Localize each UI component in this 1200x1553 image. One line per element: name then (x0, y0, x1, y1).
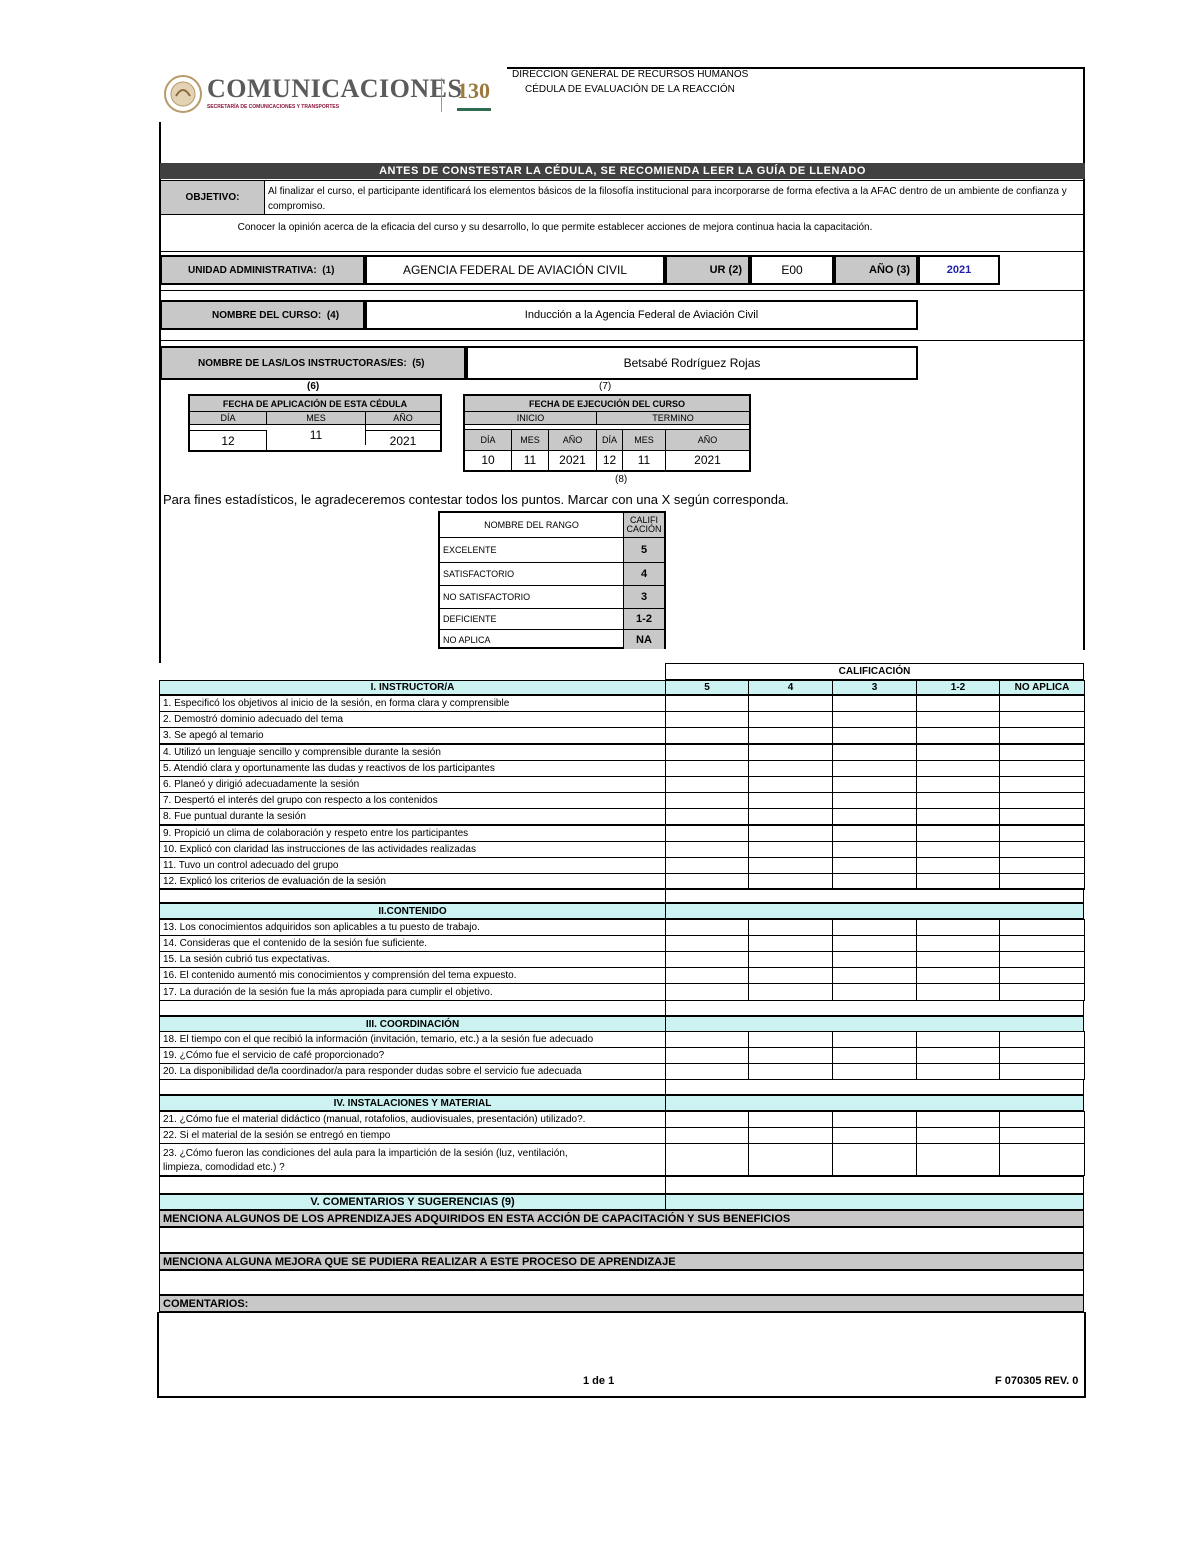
mexico-seal-icon (163, 72, 203, 116)
rating-cell[interactable] (916, 744, 1000, 761)
instructor-section-title: I. INSTRUCTOR/A (159, 680, 666, 695)
rating-cell[interactable] (748, 1047, 833, 1064)
rango-name: NO APLICA (440, 630, 624, 649)
purpose-text: Conocer la opinión acerca de la eficacia del curso y su desarrollo, lo que permite establecer acciones de mejora continua hacia la capacitación. (237, 222, 873, 233)
fecha-aplicacion-num: (6) (307, 381, 320, 392)
rating-cell[interactable] (999, 1047, 1085, 1064)
rating-cell[interactable] (748, 1063, 833, 1080)
rating-cell[interactable] (999, 695, 1085, 712)
ter-mes-label: MES (623, 429, 666, 451)
question-line: 23. ¿Cómo fueron las condiciones del aula para la impartición de la sesión (luz, ventilación, (163, 1148, 568, 1159)
rating-cell[interactable] (832, 857, 917, 874)
curso-value[interactable]: Inducción a la Agencia Federal de Aviación Civil (365, 300, 918, 330)
rating-cell[interactable] (916, 967, 1000, 984)
rating-cell[interactable] (999, 1063, 1085, 1080)
question-mejora: MENCIONA ALGUNA MEJORA QUE SE PUDIERA REALIZAR A ESTE PROCESO DE APRENDIZAJE (159, 1253, 1084, 1270)
spacer-row (665, 1176, 1084, 1194)
ini-anio-value[interactable]: 2021 (549, 450, 597, 470)
rating-cell[interactable] (665, 1047, 749, 1064)
rating-cell[interactable] (665, 967, 749, 984)
rating-cell[interactable] (748, 1127, 833, 1144)
rango-value: NA (624, 630, 664, 649)
rating-cell[interactable] (748, 825, 833, 842)
rating-cell[interactable] (916, 857, 1000, 874)
rating-cell[interactable] (665, 919, 749, 936)
question-row: 19. ¿Cómo fue el servicio de café proporcionado? (159, 1047, 666, 1064)
rating-cell[interactable] (832, 808, 917, 825)
spacer-row (159, 1176, 666, 1194)
rating-cell[interactable] (916, 951, 1000, 968)
rating-cell[interactable] (916, 825, 1000, 842)
rating-cell[interactable] (665, 744, 749, 761)
question-row: 22. Si el material de la sesión se entregó en tiempo (159, 1127, 666, 1144)
objetivo-text: Al finalizar el curso, el participante identificará los elementos básicos de la filosofía institucional para incorporarse de forma efectiva a la AFAC dentro de un ambiente de confianza y compromiso. (264, 180, 1085, 215)
anniversary-badge: 130 (457, 78, 490, 103)
rating-cell[interactable] (665, 727, 749, 744)
rating-cell[interactable] (832, 1127, 917, 1144)
rango-value: 1-2 (624, 609, 664, 630)
rating-cell[interactable] (999, 760, 1085, 777)
rating-cell[interactable] (999, 1127, 1085, 1144)
rating-cell[interactable] (832, 951, 917, 968)
rating-cell[interactable] (999, 951, 1085, 968)
instructor-value[interactable]: Betsabé Rodríguez Rojas (466, 346, 918, 380)
question-row: 6. Planeó y dirigió adecuadamente la sesión (159, 776, 666, 793)
rating-cell[interactable] (665, 857, 749, 874)
rating-cell[interactable] (748, 857, 833, 874)
instructor-label: NOMBRE DE LAS/LOS INSTRUCTORAS/ES: (5) (160, 346, 466, 380)
rating-cell[interactable] (832, 727, 917, 744)
rating-cell[interactable] (999, 711, 1085, 728)
fecha-ejecucion-table (463, 394, 751, 472)
anio-label: AÑO (3) (834, 255, 918, 285)
rango-name: EXCELENTE (440, 538, 624, 563)
termino-label: TERMINO (597, 412, 749, 425)
question-row: 17. La duración de la sesión fue la más apropiada para cumplir el objetivo. (159, 983, 666, 1001)
rating-cell[interactable] (916, 760, 1000, 777)
unidad-value[interactable]: AGENCIA FEDERAL DE AVIACIÓN CIVIL (365, 255, 665, 285)
ter-anio-label: AÑO (666, 429, 749, 451)
rating-cell[interactable] (832, 935, 917, 952)
rating-cell[interactable] (665, 951, 749, 968)
rating-cell[interactable] (665, 1143, 749, 1176)
rating-cell[interactable] (748, 760, 833, 777)
contenido-section-title-right (665, 903, 1084, 919)
rating-cell[interactable] (748, 935, 833, 952)
rating-cell[interactable] (665, 776, 749, 793)
rating-cell[interactable] (916, 1111, 1000, 1128)
ter-dia-value[interactable]: 12 (597, 450, 623, 470)
rating-cell[interactable] (999, 1143, 1085, 1176)
question-row: 1. Especificó los objetivos al inicio de la sesión, en forma clara y comprensible (159, 695, 666, 712)
rating-cell[interactable] (665, 841, 749, 858)
question-row: 21. ¿Cómo fue el material didáctico (manual, rotafolios, audiovisuales, presentación) utilizado?. (159, 1111, 666, 1128)
rating-cell[interactable] (916, 1063, 1000, 1080)
rating-cell[interactable] (665, 983, 749, 1001)
rating-cell[interactable] (916, 711, 1000, 728)
ur-label: UR (2) (665, 255, 750, 285)
rating-cell[interactable] (999, 727, 1085, 744)
question-row: 13. Los conocimientos adquiridos son aplicables a tu puesto de trabajo. (159, 919, 666, 936)
calificacion-col-header: 5 (665, 680, 749, 695)
rating-cell[interactable] (748, 983, 833, 1001)
rating-cell[interactable] (748, 727, 833, 744)
rating-cell[interactable] (999, 744, 1085, 761)
rango-name-header: NOMBRE DEL RANGO (440, 513, 624, 538)
rating-cell[interactable] (999, 983, 1085, 1001)
rating-cell[interactable] (748, 776, 833, 793)
rating-cell[interactable] (832, 760, 917, 777)
coordinacion-section-title-right (665, 1016, 1084, 1032)
rango-name: SATISFACTORIO (440, 563, 624, 586)
rating-cell[interactable] (748, 919, 833, 936)
spacer-row (159, 1000, 666, 1016)
rating-cell[interactable] (999, 1111, 1085, 1128)
answer-aprendizajes[interactable] (159, 1227, 1084, 1253)
rating-cell[interactable] (999, 776, 1085, 793)
rating-cell[interactable] (832, 1063, 917, 1080)
rating-cell[interactable] (832, 919, 917, 936)
curso-label: NOMBRE DEL CURSO: (4) (160, 300, 365, 330)
question-row: 3. Se apegó al temario (159, 727, 666, 744)
logo-text: COMUNICACIONES (207, 74, 463, 103)
question-row: 20. La disponibilidad de/la coordinador/a para responder dudas sobre el servicio fue adecuada (159, 1063, 666, 1080)
ter-mes-value[interactable]: 11 (623, 450, 666, 470)
fecha-ejecucion-num2: (8) (615, 474, 628, 485)
rating-cell[interactable] (832, 695, 917, 712)
rating-cell[interactable] (665, 808, 749, 825)
rango-name: DEFICIENTE (440, 609, 624, 630)
rating-cell[interactable] (748, 967, 833, 984)
objetivo-label: OBJETIVO: (160, 180, 265, 215)
fa-mes-label: MES (267, 412, 366, 425)
rating-cell[interactable] (832, 711, 917, 728)
ur-value[interactable]: E00 (750, 255, 834, 285)
rating-cell[interactable] (999, 808, 1085, 825)
rating-cell[interactable] (916, 808, 1000, 825)
rating-cell[interactable] (748, 792, 833, 809)
calificacion-col-header: 4 (748, 680, 833, 695)
rating-cell[interactable] (999, 857, 1085, 874)
rating-cell[interactable] (999, 792, 1085, 809)
rating-cell[interactable] (748, 695, 833, 712)
rating-cell[interactable] (665, 695, 749, 712)
ter-anio-value[interactable]: 2021 (694, 453, 721, 467)
fecha-aplicacion-table (188, 394, 442, 452)
answer-comentarios[interactable] (157, 1312, 1086, 1398)
rating-cell[interactable] (665, 1127, 749, 1144)
inicio-label: INICIO (465, 412, 597, 425)
form-code: F 070305 REV. 0 (995, 1375, 1079, 1387)
fecha-aplicacion-title: FECHA DE APLICACIÓN DE ESTA CÉDULA (190, 396, 440, 412)
ini-dia-value[interactable]: 10 (465, 450, 512, 470)
calificacion-header: CALIFICACIÓN (665, 663, 1084, 680)
ter-dia-label: DÍA (597, 429, 623, 451)
rating-cell[interactable] (832, 1111, 917, 1128)
rating-cell[interactable] (916, 776, 1000, 793)
rating-cell[interactable] (748, 951, 833, 968)
fecha-ejecucion-title: FECHA DE EJECUCIÓN DEL CURSO (465, 396, 749, 412)
rating-cell[interactable] (999, 825, 1085, 842)
fa-anio-label: AÑO (366, 412, 440, 425)
comentarios-title: V. COMENTARIOS Y SUGERENCIAS (9) (159, 1194, 666, 1210)
rating-cell[interactable] (916, 792, 1000, 809)
rating-cell[interactable] (916, 1031, 1000, 1048)
question-row: 2. Demostró dominio adecuado del tema (159, 711, 666, 728)
rating-cell[interactable] (832, 825, 917, 842)
question-row: 18. El tiempo con el que recibió la información (invitación, temario, etc.) a la sesión fue adecuado (159, 1031, 666, 1048)
rating-cell[interactable] (916, 695, 1000, 712)
question-row: 14. Consideras que el contenido de la sesión fue suficiente. (159, 935, 666, 952)
rating-cell[interactable] (832, 1047, 917, 1064)
rating-cell[interactable] (748, 841, 833, 858)
rating-cell[interactable] (832, 1031, 917, 1048)
rating-cell[interactable] (832, 792, 917, 809)
rating-cell[interactable] (916, 983, 1000, 1001)
guide-banner: ANTES DE CONSTESTAR LA CÉDULA, SE RECOMIENDA LEER LA GUÍA DE LLENADO (160, 163, 1085, 179)
rating-cell[interactable] (832, 744, 917, 761)
question-row: 5. Atendió clara y oportunamente las dudas y reactivos de los participantes (159, 760, 666, 777)
fa-dia-label: DÍA (190, 412, 267, 425)
coordinacion-section-title: III. COORDINACIÓN (159, 1016, 666, 1032)
rating-cell[interactable] (916, 1143, 1000, 1176)
contenido-section-title: II.CONTENIDO (159, 903, 666, 919)
spacer-row (665, 1079, 1084, 1095)
rango-cal-header: CALIFI CACIÓN (624, 513, 664, 538)
rating-cell[interactable] (916, 1047, 1000, 1064)
unidad-label: UNIDAD ADMINISTRATIVA: (1) (160, 255, 365, 285)
rating-cell[interactable] (832, 841, 917, 858)
rating-cell[interactable] (916, 1127, 1000, 1144)
question-line: limpieza, comodidad etc.) ? (163, 1162, 285, 1173)
rating-cell[interactable] (665, 711, 749, 728)
question-row (159, 1143, 666, 1176)
rating-cell[interactable] (916, 919, 1000, 936)
anio-value[interactable]: 2021 (918, 255, 1000, 285)
question-row: 4. Utilizó un lenguaje sencillo y comprensible durante la sesión (159, 744, 666, 761)
question-row: 8. Fue puntual durante la sesión (159, 808, 666, 825)
rating-cell[interactable] (665, 792, 749, 809)
ini-mes-value[interactable]: 11 (512, 450, 549, 470)
rating-cell[interactable] (999, 1031, 1085, 1048)
logo-subtext: SECRETARÍA DE COMUNICACIONES Y TRANSPORTES (207, 104, 340, 110)
rating-cell[interactable] (916, 935, 1000, 952)
instalaciones-section-title-right (665, 1095, 1084, 1111)
rango-name: NO SATISFACTORIO (440, 586, 624, 609)
rating-cell[interactable] (748, 1143, 833, 1176)
question-row: 16. El contenido aumentó mis conocimientos y comprensión del tema expuesto. (159, 967, 666, 984)
rating-cell[interactable] (832, 776, 917, 793)
rating-cell[interactable] (832, 967, 917, 984)
rating-cell[interactable] (665, 1031, 749, 1048)
fa-dia-value[interactable]: 12 (190, 430, 267, 451)
rating-cell[interactable] (916, 841, 1000, 858)
rating-cell[interactable] (665, 825, 749, 842)
rating-cell[interactable] (999, 935, 1085, 952)
rango-value: 5 (624, 538, 664, 563)
rango-value: 3 (624, 586, 664, 609)
answer-mejora[interactable] (159, 1270, 1084, 1295)
calificacion-col-header: 1-2 (916, 680, 1000, 695)
rating-cell[interactable] (999, 919, 1085, 936)
logo (163, 72, 503, 118)
fa-anio-value[interactable]: 2021 (366, 430, 440, 451)
rating-cell[interactable] (999, 841, 1085, 858)
question-aprendizajes: MENCIONA ALGUNOS DE LOS APRENDIZAJES ADQUIRIDOS EN ESTA ACCIÓN DE CAPACITACIÓN Y SUS BENEFICIOS (159, 1210, 1084, 1227)
fecha-ejecucion-num: (7) (599, 381, 612, 392)
ini-dia-label: DÍA (465, 429, 512, 451)
question-row: 12. Explicó los criterios de evaluación de la sesión (159, 873, 666, 890)
rating-cell[interactable] (665, 1063, 749, 1080)
question-row: 11. Tuvo un control adecuado del grupo (159, 857, 666, 874)
rating-cell[interactable] (832, 983, 917, 1001)
question-row: 7. Despertó el interés del grupo con respecto a los contenidos (159, 792, 666, 809)
rating-cell[interactable] (916, 727, 1000, 744)
question-row: 9. Propició un clima de colaboración y respeto entre los participantes (159, 825, 666, 842)
instalaciones-section-title: IV. INSTALACIONES Y MATERIAL (159, 1095, 666, 1111)
header-frame (507, 67, 1085, 163)
rating-cell[interactable] (665, 1111, 749, 1128)
rating-cell[interactable] (832, 1143, 917, 1176)
doc-title: CÉDULA DE EVALUACIÓN DE LA REACCIÓN (525, 84, 735, 95)
rating-cell[interactable] (748, 744, 833, 761)
instruction-text: Para fines estadísticos, le agradeceremos contestar todos los puntos. Marcar con una X según corresponda. (163, 492, 789, 507)
rating-cell[interactable] (748, 711, 833, 728)
rating-cell[interactable] (748, 808, 833, 825)
comentarios-title-right (665, 1194, 1084, 1210)
ini-anio-label: AÑO (549, 429, 597, 451)
question-row: 15. La sesión cubrió tus expectativas. (159, 951, 666, 968)
spacer-row (665, 1000, 1084, 1016)
org-line: DIRECCION GENERAL DE RECURSOS HUMANOS (512, 69, 749, 80)
rating-cell[interactable] (999, 967, 1085, 984)
question-row: 10. Explicó con claridad las instrucciones de las actividades realizadas (159, 841, 666, 858)
rating-cell[interactable] (665, 935, 749, 952)
rating-cell[interactable] (748, 1111, 833, 1128)
spacer-row (665, 888, 1084, 903)
calificacion-col-header: 3 (832, 680, 917, 695)
rango-table (438, 511, 666, 649)
spacer-row (159, 1079, 666, 1095)
rating-cell[interactable] (748, 1031, 833, 1048)
question-comentarios: COMENTARIOS: (159, 1295, 1084, 1312)
calificacion-col-header: NO APLICA (999, 680, 1085, 695)
fa-mes-value[interactable]: 11 (267, 425, 366, 445)
rating-cell[interactable] (665, 760, 749, 777)
page-number: 1 de 1 (583, 1375, 615, 1387)
spacer-row (159, 888, 666, 903)
ini-mes-label: MES (512, 429, 549, 451)
rango-value: 4 (624, 563, 664, 586)
